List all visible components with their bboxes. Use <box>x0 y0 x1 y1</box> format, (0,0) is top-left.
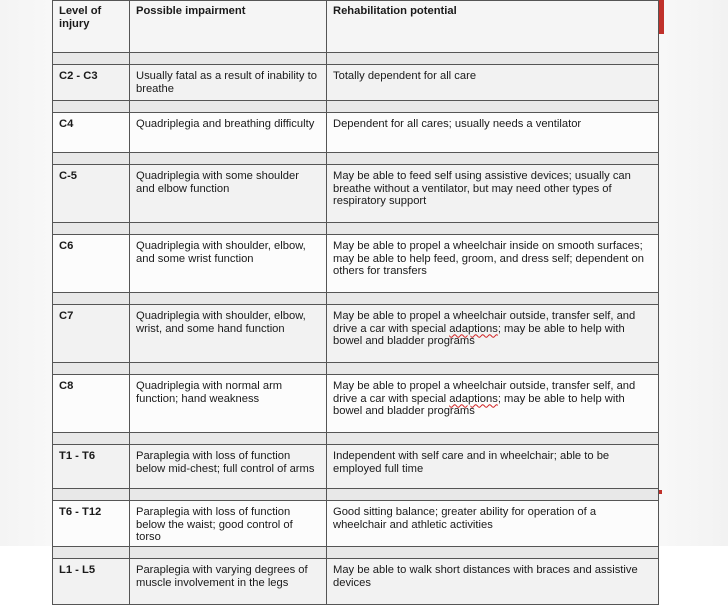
impairment-cell: Usually fatal as a result of inability to breathe <box>130 65 327 101</box>
table-separator <box>53 363 659 375</box>
table-separator <box>53 433 659 445</box>
level-cell: T1 - T6 <box>53 445 130 489</box>
table-separator <box>53 547 659 559</box>
rehab-cell <box>327 305 659 363</box>
rehab-text: ; may be able to help with bowel and bladder programs <box>333 322 625 348</box>
rehab-text: May be able to propel a wheelchair outside, transfer self, and drive a car with special <box>333 380 636 405</box>
rehab-cell: Good sitting balance; greater ability for operation of a wheelchair and athletic activities <box>327 501 659 547</box>
impairment-cell: Quadriplegia with some shoulder and elbow function <box>130 165 327 223</box>
level-cell: C8 <box>53 375 130 433</box>
impairment-cell: Paraplegia with loss of function below the waist; good control of torso <box>130 501 327 547</box>
table-separator <box>53 153 659 165</box>
table-header-row <box>53 1 659 53</box>
table-row <box>53 501 659 547</box>
rehab-cell: Dependent for all cares; usually needs a ventilator <box>327 113 659 153</box>
rehab-cell: May be able to walk short distances with braces and assistive devices <box>327 559 659 605</box>
header-level: Level of injury <box>53 1 130 53</box>
spellcheck-flagged-word: adaptions <box>449 392 498 405</box>
impairment-cell: Paraplegia with varying degrees of muscle involvement in the legs <box>130 559 327 605</box>
impairment-cell: Paraplegia with loss of function below mid-chest; full control of arms <box>130 445 327 489</box>
table-row <box>53 113 659 153</box>
rehab-cell: Independent with self care and in wheelchair; able to be employed full time <box>327 445 659 489</box>
rehab-text: ; may be able to help with bowel and bladder programs <box>333 392 625 418</box>
level-cell: T6 - T12 <box>53 501 130 547</box>
table-separator <box>53 293 659 305</box>
impairment-cell: Quadriplegia with shoulder, elbow, wrist, and some hand function <box>130 305 327 363</box>
level-cell: C6 <box>53 235 130 293</box>
table-row <box>53 375 659 433</box>
header-impairment: Possible impairment <box>130 1 327 53</box>
table-separator <box>53 223 659 235</box>
table-row <box>53 165 659 223</box>
table-separator <box>53 101 659 113</box>
rehab-cell <box>327 375 659 433</box>
table-row <box>53 559 659 605</box>
impairment-cell: Quadriplegia with normal arm function; hand weakness <box>130 375 327 433</box>
level-cell: L1 - L5 <box>53 559 130 605</box>
table-row <box>53 445 659 489</box>
header-rehab: Rehabilitation potential <box>327 1 659 53</box>
rehab-cell: Totally dependent for all care <box>327 65 659 101</box>
rehab-cell: May be able to propel a wheelchair inside on smooth surfaces; may be able to help feed, groom, and dress self; dependent on others for transfers <box>327 235 659 293</box>
impairment-cell: Quadriplegia with shoulder, elbow, and some wrist function <box>130 235 327 293</box>
level-cell: C4 <box>53 113 130 153</box>
level-cell: C-5 <box>53 165 130 223</box>
table-separator <box>53 53 659 65</box>
rehab-cell: May be able to feed self using assistive devices; usually can breathe without a ventilator, but may need other types of respiratory support <box>327 165 659 223</box>
table-separator <box>53 489 659 501</box>
level-cell: C7 <box>53 305 130 363</box>
level-cell: C2 - C3 <box>53 65 130 101</box>
table-row <box>53 65 659 101</box>
impairment-cell: Quadriplegia and breathing difficulty <box>130 113 327 153</box>
accent-mark <box>659 490 662 494</box>
table-row <box>53 235 659 293</box>
table-row <box>53 305 659 363</box>
spellcheck-flagged-word: adaptions <box>449 322 498 335</box>
rehab-text: May be able to propel a wheelchair outside, transfer self, and drive a car with special <box>333 310 636 335</box>
spinal-injury-table <box>52 0 659 605</box>
